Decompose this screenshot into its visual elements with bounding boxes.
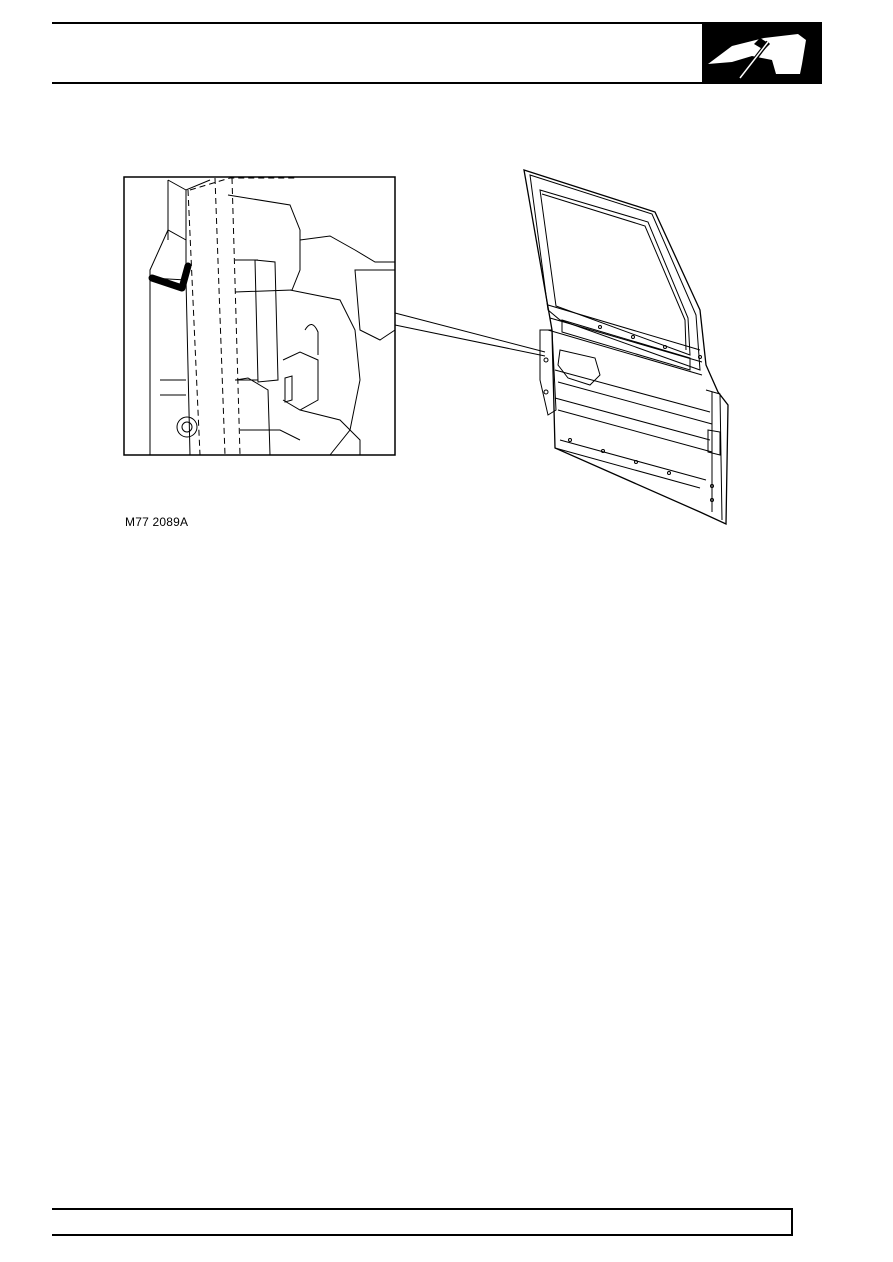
door-illustration <box>0 0 893 560</box>
leader-lines <box>395 313 545 356</box>
footer-box <box>52 1208 793 1236</box>
figure-caption: M77 2089A <box>125 515 189 529</box>
door-assembly <box>524 170 728 524</box>
detail-inset <box>124 177 395 455</box>
